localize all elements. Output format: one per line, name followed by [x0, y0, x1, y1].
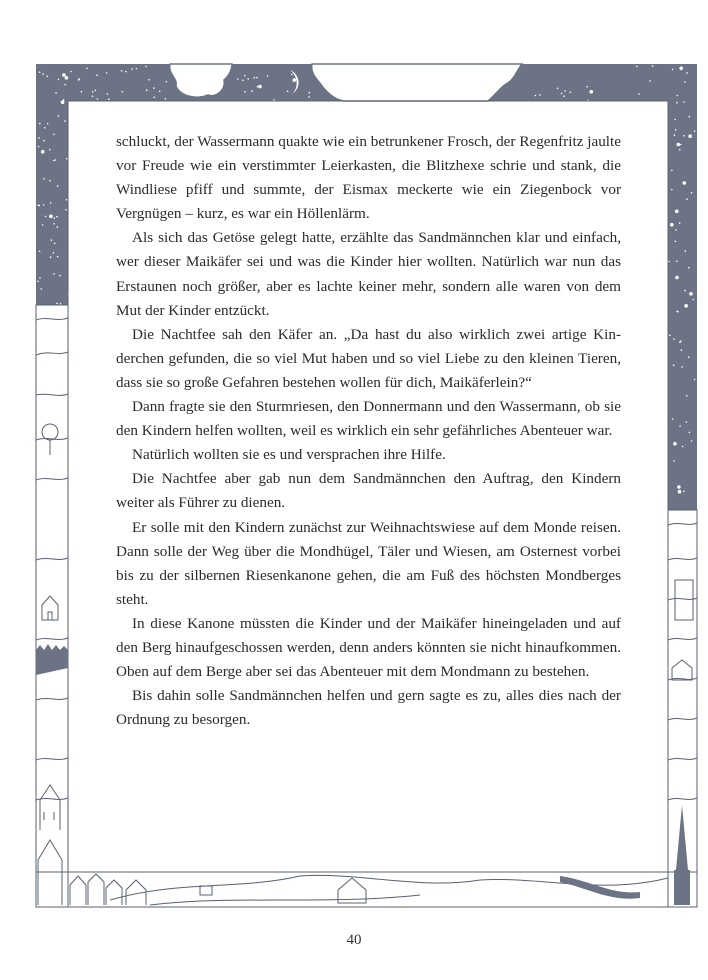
body-text — [116, 130, 621, 732]
star-icon — [675, 210, 679, 214]
star-icon — [122, 91, 124, 93]
star-icon — [680, 144, 682, 146]
page-number: 40 — [346, 932, 362, 948]
star-icon — [49, 149, 51, 151]
star-icon — [686, 72, 688, 74]
star-icon — [675, 229, 677, 231]
star-icon — [677, 143, 681, 147]
star-icon — [49, 215, 53, 219]
star-icon — [53, 160, 55, 162]
star-icon — [38, 146, 40, 148]
star-icon — [237, 78, 239, 80]
star-icon — [53, 134, 55, 136]
star-icon — [58, 115, 60, 117]
star-icon — [92, 91, 94, 93]
star-icon — [672, 418, 674, 420]
star-icon — [125, 71, 127, 73]
star-icon — [43, 140, 45, 142]
star-icon — [676, 102, 678, 104]
star-icon — [557, 88, 559, 90]
star-icon — [539, 94, 541, 96]
star-icon — [60, 303, 62, 305]
star-icon — [689, 292, 693, 296]
star-icon — [677, 95, 679, 97]
forest-icon — [36, 644, 68, 675]
star-icon — [153, 87, 155, 89]
star-icon — [79, 78, 81, 80]
star-icon — [63, 99, 65, 101]
paragraph: Natürlich wollten sie es und versprachen ihre Hilfe. — [132, 446, 446, 464]
star-icon — [684, 304, 688, 308]
star-icon — [561, 93, 563, 95]
star-icon — [679, 67, 683, 71]
star-icon — [64, 120, 66, 122]
star-icon — [59, 275, 61, 277]
star-icon — [136, 68, 138, 70]
star-icon — [131, 68, 133, 70]
star-icon — [308, 96, 310, 98]
star-icon — [50, 256, 52, 258]
star-icon — [688, 267, 690, 269]
paragraph: Als sich das Getöse gelegt hatte, erzählte das Sandmännchen klar und einfach, wer dieser Maikäfer sei und was die Kinder hier wollten. Natürlich war nun das Erstaunen noch größer, aber es lachte keiner mehr, sondern alle waren von dem Mut der Kinder entzückt. — [116, 229, 621, 319]
star-icon — [43, 204, 45, 206]
tower-house-icon — [40, 785, 60, 830]
star-icon — [679, 341, 681, 343]
star-icon — [39, 71, 41, 73]
star-icon — [145, 66, 147, 68]
star-icon — [684, 290, 686, 292]
star-icon — [55, 92, 57, 94]
star-icon — [693, 299, 695, 301]
star-icon — [671, 189, 673, 191]
star-icon — [671, 170, 673, 172]
star-icon — [686, 198, 688, 200]
star-icon — [56, 216, 58, 218]
star-icon — [42, 224, 44, 226]
horse-carriage-icon — [200, 886, 212, 895]
star-icon — [674, 134, 676, 136]
paragraph: Dann fragte sie den Sturmriesen, den Donnermann und den Wassermann, ob sie den Kindern helfen wollten, weil es wirklich ein sehr gefährliches Abenteuer war. — [116, 398, 621, 440]
star-icon — [51, 239, 53, 241]
star-icon — [37, 281, 39, 283]
star-icon — [41, 150, 45, 154]
paragraph: Er solle mit den Kindern zunächst zur Weihnachtswiese auf dem Monde reisen. Dann solle der Weg über die Mondhügel, Täler und Wiesen, am Osternest vorbei bis zu der silbernen Riesenkanone gehen, die am Fuß des höchsten Mondberges steht. — [116, 518, 621, 608]
star-icon — [70, 71, 72, 73]
star-icon — [54, 217, 56, 219]
star-icon — [254, 77, 256, 79]
star-icon — [106, 72, 108, 74]
star-icon — [309, 92, 311, 94]
star-icon — [267, 75, 269, 77]
star-icon — [55, 159, 57, 161]
star-icon — [92, 95, 94, 97]
star-icon — [668, 261, 670, 263]
village-houses-icon — [70, 874, 146, 905]
star-icon — [590, 90, 594, 94]
star-icon — [638, 93, 640, 95]
star-icon — [683, 181, 687, 185]
star-icon — [65, 76, 69, 80]
star-icon — [56, 303, 58, 305]
star-icon — [688, 134, 692, 138]
star-icon — [652, 65, 654, 67]
star-icon — [689, 116, 691, 118]
star-icon — [66, 158, 68, 160]
star-icon — [257, 86, 259, 88]
paragraph: Die Nachtfee aber gab nun dem Sandmännchen den Auftrag, den Kindern weiter als Führer zu dienen. — [116, 470, 621, 512]
star-icon — [39, 277, 41, 279]
river-icon — [560, 876, 640, 899]
paragraph: Die Nachtfee sah den Käfer an. „Da hast du also wirklich zwei artige Kinderchen gefunden, die so viel Mut haben und so viel Liebe zu den kleinen Tieren, dass sie so große Gefahren bestehen wollen für dich, Maikäferlein?“ — [116, 325, 621, 391]
star-icon — [43, 178, 45, 180]
star-icon — [47, 123, 49, 125]
star-icon — [108, 98, 110, 100]
star-icon — [689, 432, 691, 434]
star-icon — [57, 185, 59, 187]
star-icon — [244, 91, 246, 93]
star-icon — [649, 80, 651, 82]
star-icon — [81, 91, 83, 93]
star-icon — [673, 338, 675, 340]
star-icon — [121, 70, 123, 72]
star-icon — [679, 149, 681, 151]
star-icon — [247, 78, 249, 80]
star-icon — [166, 81, 168, 83]
star-icon — [45, 216, 47, 218]
star-icon — [159, 91, 161, 93]
star-icon — [570, 92, 572, 94]
paragraph: In diese Kanone müssten die Kinder und der Maikäfer hineingeladen und auf den Berg hinaufgeschossen werden, denn anders könnten sie nicht hinaufkommen. Oben auf dem Berge aber sei das Abenteuer mit dem Mondmann zu bestehen. — [116, 614, 621, 681]
star-icon — [97, 98, 99, 100]
star-icon — [293, 78, 297, 82]
star-icon — [691, 192, 693, 194]
paragraph: Bis dahin solle Sandmännchen helfen und gern sagte es zu, alles dies nach der Ordnung zu besorgen. — [116, 687, 621, 729]
star-icon — [47, 76, 49, 78]
star-icon — [675, 241, 677, 243]
star-icon — [676, 261, 678, 263]
star-icon — [674, 119, 676, 121]
star-icon — [673, 442, 677, 446]
star-icon — [682, 446, 684, 448]
star-icon — [673, 460, 675, 462]
star-icon — [44, 127, 46, 129]
star-icon — [148, 79, 150, 81]
star-icon — [291, 74, 293, 76]
star-icon — [146, 89, 148, 91]
star-icon — [675, 276, 679, 280]
star-icon — [66, 199, 68, 201]
cloud-right-icon — [312, 64, 522, 101]
star-icon — [53, 273, 55, 275]
star-icon — [684, 81, 686, 83]
star-icon — [57, 256, 59, 258]
star-icon — [251, 90, 253, 92]
star-icon — [86, 68, 88, 70]
star-icon — [57, 226, 59, 228]
star-icon — [685, 250, 687, 252]
star-icon — [53, 223, 55, 225]
star-icon — [39, 251, 41, 253]
star-icon — [694, 379, 696, 381]
star-icon — [38, 137, 40, 139]
star-icon — [287, 90, 289, 92]
tree-icon — [42, 424, 58, 440]
star-icon — [64, 84, 66, 86]
star-icon — [62, 73, 66, 77]
star-icon — [669, 335, 671, 337]
star-icon — [53, 252, 55, 254]
star-icon — [535, 95, 537, 97]
star-icon — [672, 69, 674, 71]
star-icon — [65, 209, 67, 211]
star-icon — [96, 74, 98, 76]
star-icon — [244, 75, 246, 77]
star-icon — [256, 77, 258, 79]
star-icon — [258, 85, 262, 89]
star-icon — [38, 204, 40, 206]
star-icon — [683, 490, 685, 492]
star-icon — [54, 243, 56, 245]
star-icon — [58, 79, 60, 81]
star-icon — [691, 440, 693, 442]
star-icon — [679, 222, 681, 224]
stone-tower-icon — [675, 580, 693, 620]
star-icon — [694, 131, 696, 133]
star-icon — [95, 90, 97, 92]
star-icon — [673, 364, 675, 366]
star-icon — [681, 366, 683, 368]
star-icon — [165, 98, 167, 100]
star-icon — [683, 135, 685, 137]
star-icon — [675, 129, 677, 131]
star-icon — [670, 223, 674, 227]
star-icon — [39, 123, 41, 125]
star-icon — [677, 485, 681, 489]
star-icon — [40, 288, 42, 290]
paragraph: schluckt, der Wassermann quakte wie ein betrunkener Frosch, der Regenfritz jaulte vor Freude wie ein verstimmter Leierkasten, die Blitzhexe schrie und stank, die Windliese pfiff und summte, der Eismax meckerte wie ein Ziegenbock vor Vergnügen – kurz, es war ein Höllenlärm. — [116, 133, 621, 223]
star-icon — [107, 93, 109, 95]
star-icon — [686, 421, 688, 423]
star-icon — [61, 100, 65, 104]
star-icon — [679, 425, 681, 427]
star-icon — [636, 66, 638, 68]
star-icon — [686, 395, 688, 397]
star-icon — [688, 356, 690, 358]
star-icon — [683, 101, 685, 103]
star-icon — [49, 180, 51, 182]
star-icon — [678, 490, 682, 494]
star-icon — [586, 86, 588, 88]
star-icon — [563, 95, 565, 97]
house-icon — [42, 596, 58, 620]
star-icon — [42, 73, 44, 75]
star-icon — [50, 202, 52, 204]
star-icon — [564, 90, 566, 92]
star-icon — [677, 311, 679, 313]
church-spire-icon — [674, 805, 690, 905]
star-icon — [242, 80, 244, 82]
star-icon — [681, 349, 683, 351]
star-icon — [153, 96, 155, 98]
farmhouse-icon — [672, 660, 692, 680]
